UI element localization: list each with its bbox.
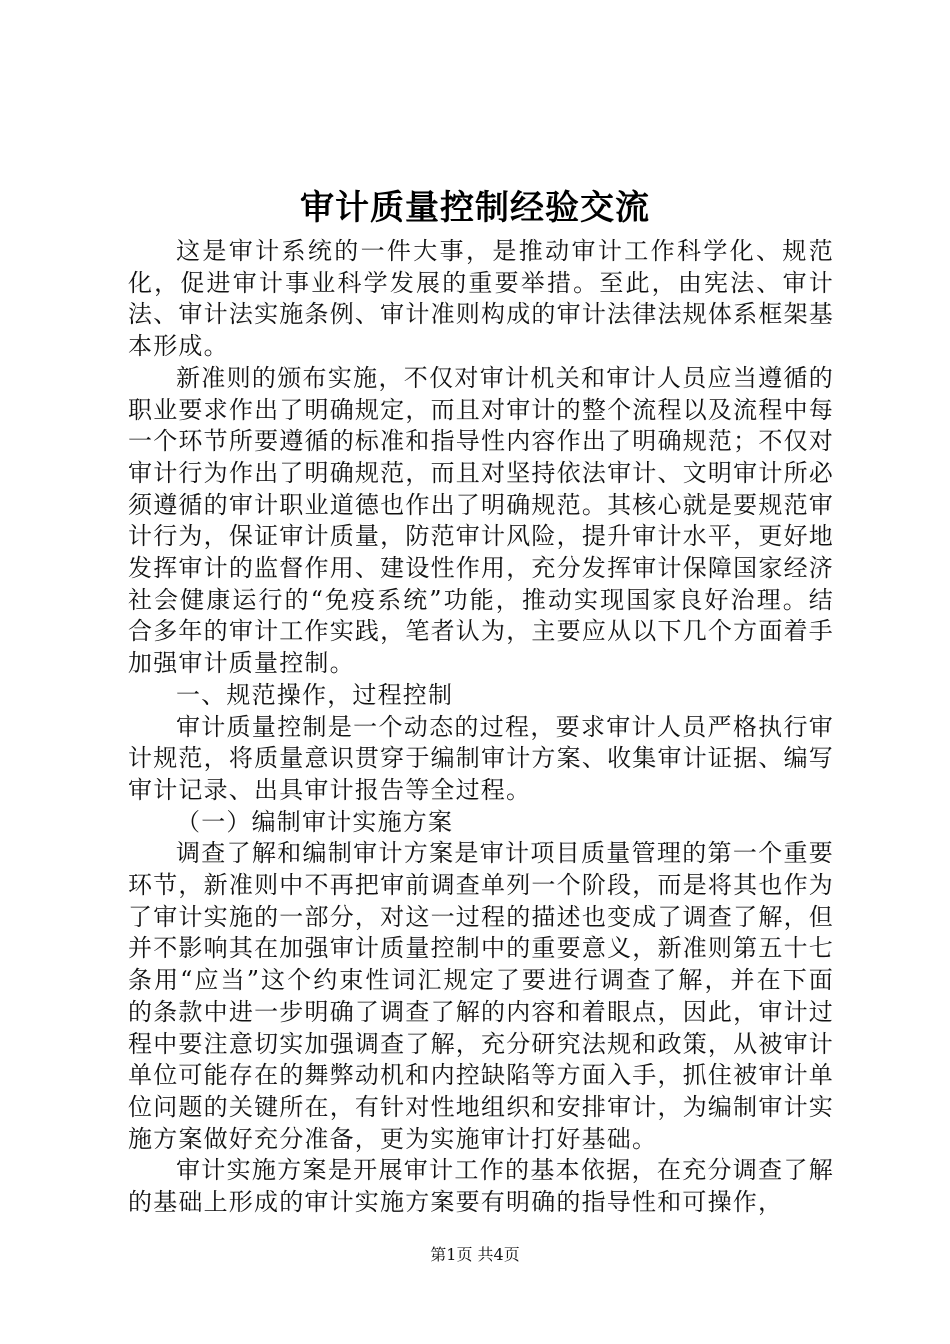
- paragraph-new-standard: 新准则的颁布实施，不仅对审计机关和审计人员应当遵循的职业要求作出了明确规定，而且对审计的整个流程以及流程中每一个环节所要遵循的标准和指导性内容作出了明确规范；不仅对审计行为作出了明确规范，而且对坚持依法审计、文明审计所必须遵循的审计职业道德也作出了明确规范。其核心就是要规范审计行为，保证审计质量，防范审计风险，提升审计水平，更好地发挥审计的监督作用、建设性作用，充分发挥审计保障国家经济社会健康运行的“免疫系统”功能，推动实现国家良好治理。结合多年的审计工作实践，笔者认为，主要应从以下几个方面着手加强审计质量控制。: [128, 363, 834, 678]
- page-number-footer: 第1页 共4页: [430, 1245, 520, 1264]
- document-body: [128, 236, 834, 1219]
- paragraph-intro: 这是审计系统的一件大事，是推动审计工作科学化、规范化，促进审计事业科学发展的重要举措。至此，由宪法、审计法、审计法实施条例、审计准则构成的审计法律法规体系框架基本形成。: [128, 237, 834, 361]
- paragraph-implementation-plan: 审计实施方案是开展审计工作的基本依据，在充分调查了解的基础上形成的审计实施方案要有明确的指导性和可操作，: [128, 1156, 834, 1217]
- document-title: 审计质量控制经验交流: [300, 188, 650, 228]
- section-heading-1: 一、规范操作，过程控制: [176, 680, 454, 709]
- paragraph-investigation: 调查了解和编制审计方案是审计项目质量管理的第一个重要环节，新准则中不再把审前调查单列一个阶段，而是将其也作为了审计实施的一部分，对这一过程的描述也变成了调查了解，但并不影响其在加强审计质量控制中的重要意义，新准则第五十七条用“应当”这个约束性词汇规定了要进行调查了解，并在下面的条款中进一步明确了调查了解的内容和着眼点，因此，审计过程中要注意切实加强调查了解，充分研究法规和政策，从被审计单位可能存在的舞弊动机和内控缺陷等方面入手，抓住被审计单位问题的关键所在，有针对性地组织和安排审计，为编制审计实施方案做好充分准备，更为实施审计打好基础。: [128, 839, 834, 1153]
- subsection-heading-1: （一）编制审计实施方案: [176, 807, 454, 836]
- paragraph-quality-process: 审计质量控制是一个动态的过程，要求审计人员严格执行审计规范，将质量意识贯穿于编制审计方案、收集审计证据、编写审计记录、出具审计报告等全过程。: [128, 712, 834, 804]
